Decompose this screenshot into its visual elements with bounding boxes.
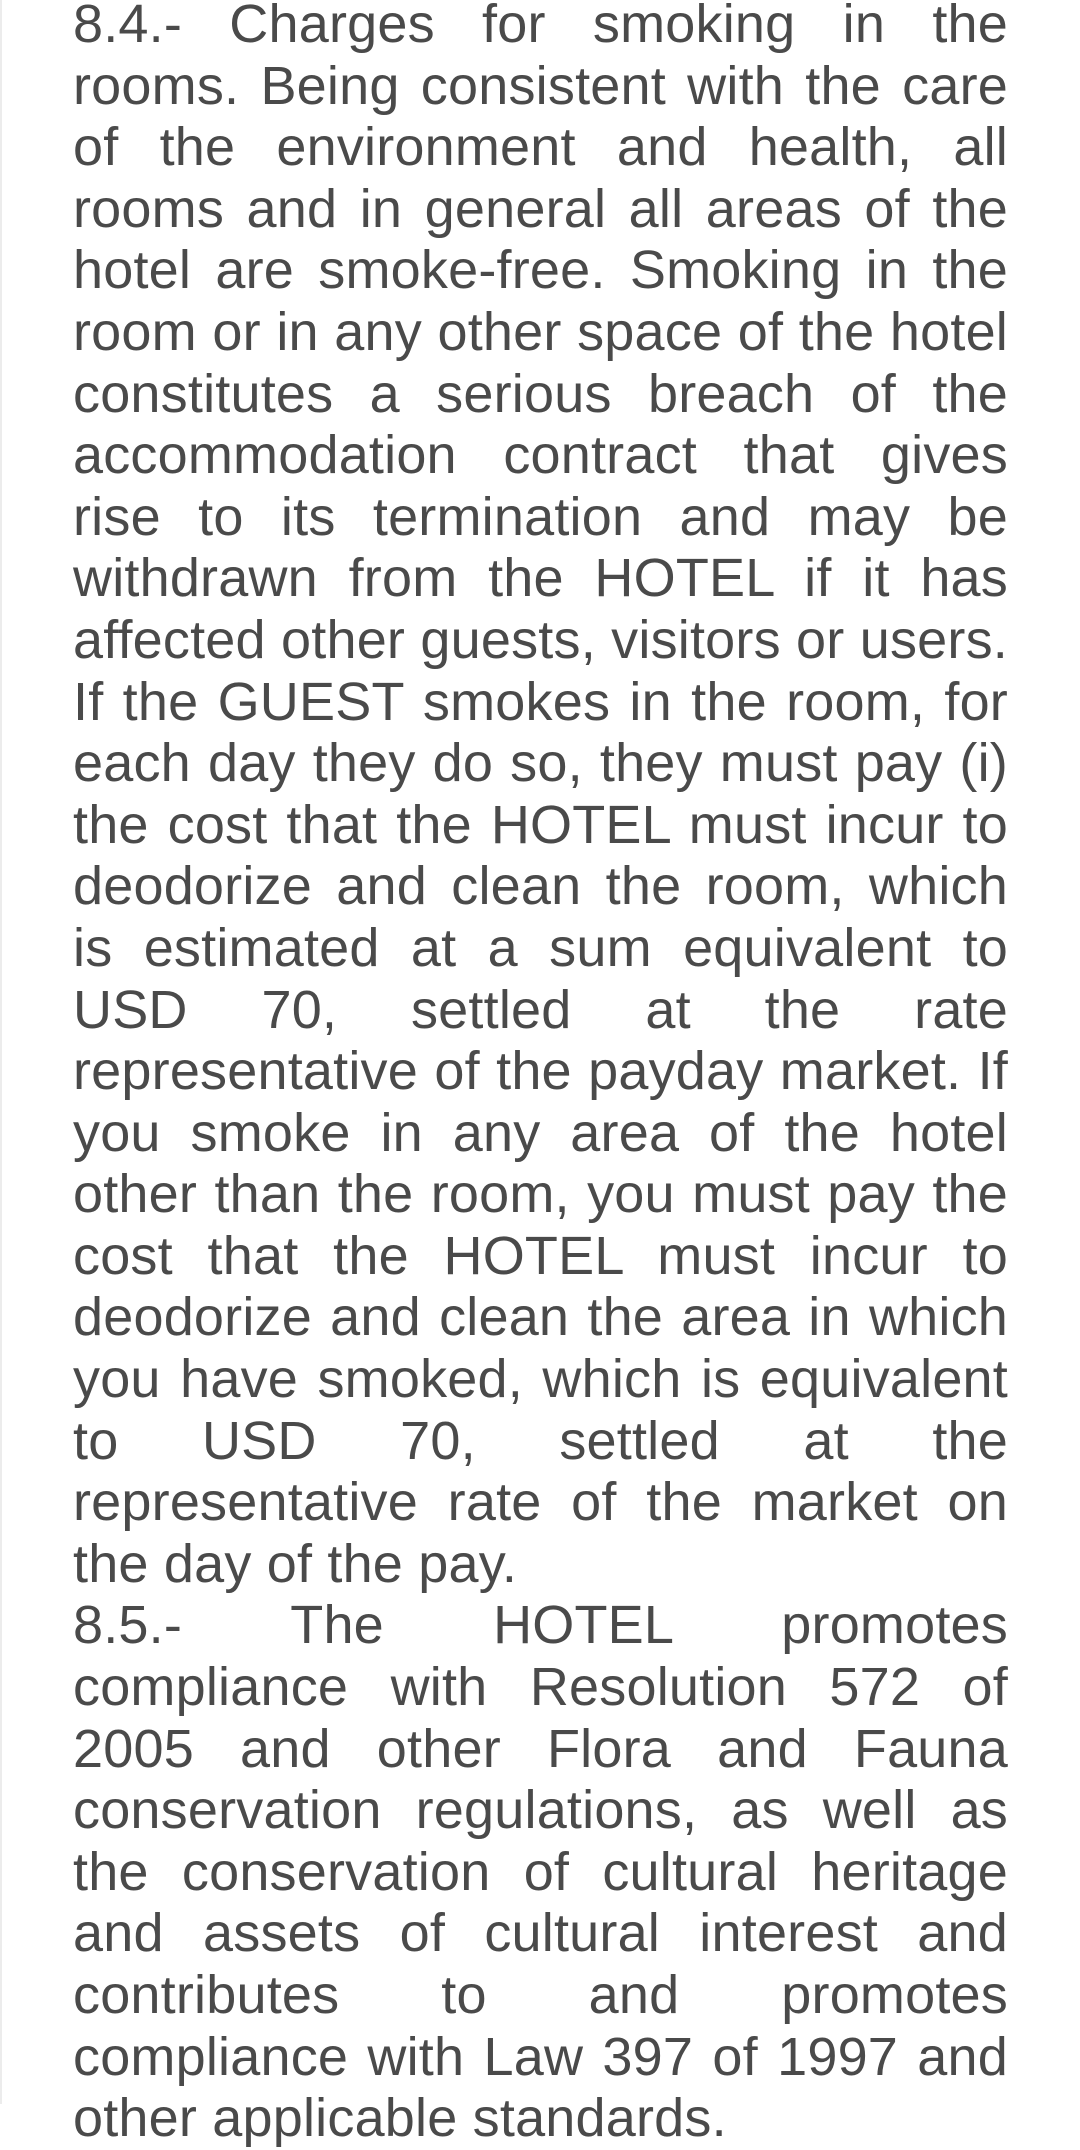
page-left-edge	[0, 0, 2, 2104]
paragraph-8-4-smoking-charges: 8.4.- Charges for smoking in the rooms. Being consistent with the care of the environment and health, all rooms and in general all areas of the hotel are smoke-free. Smoking in the room or in any other space of the hotel constitutes a serious breach of the accommodation contract that gives rise to its termination and may be withdrawn from the HOTEL if it has affected other guests, visitors or users. If the GUEST smokes in the room, for each day they do so, they must pay (i) the cost that the HOTEL must incur to deodorize and clean the room, which is estimated at a sum equivalent to USD 70, settled at the rate representative of the payday market. If you smoke in any area of the hotel other than the room, you must pay the cost that the HOTEL must incur to deodorize and clean the area in which you have smoked, which is equivalent to USD 70, settled at the representative rate of the market on the day of the pay.	[73, 0, 1008, 1594]
document-body	[73, 0, 1008, 2150]
paragraph-8-5-conservation-compliance: 8.5.- The HOTEL promotes compliance with Resolution 572 of 2005 and other Flora and Fauna conservation regulations, as well as the conservation of cultural heritage and assets of cultural interest and contributes to and promotes compliance with Law 397 of 1997 and other applicable standards.	[73, 1595, 1008, 2149]
